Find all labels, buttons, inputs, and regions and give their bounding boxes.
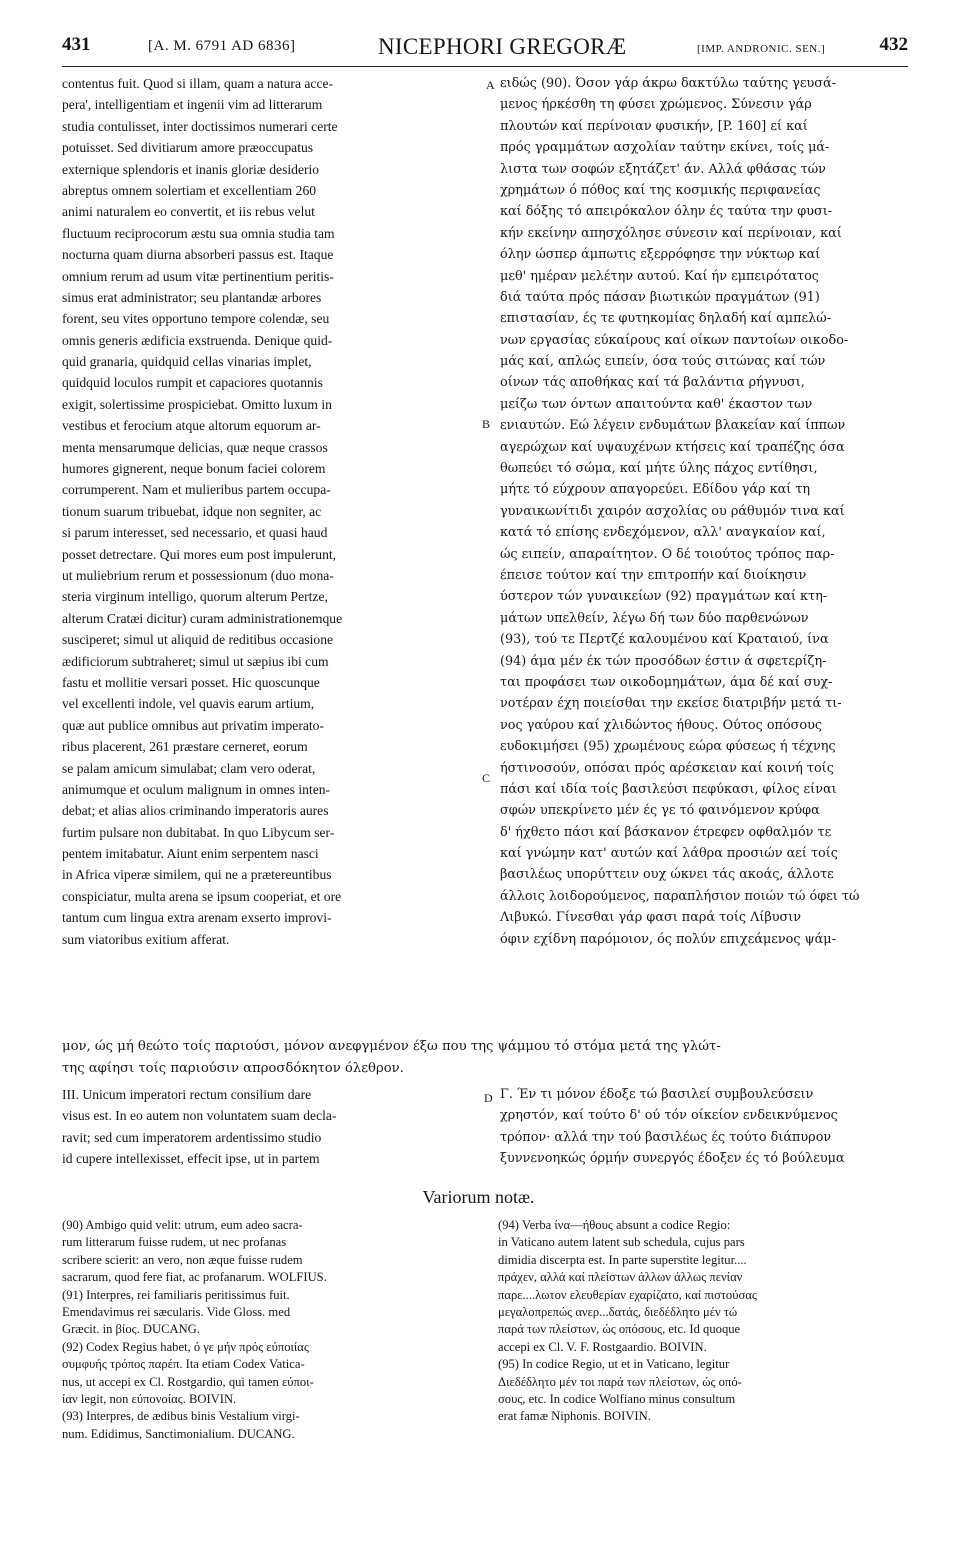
text-line: πλουτών καί περίνοιαν φυσικήν, [P. 160] εί καί — [500, 118, 808, 134]
text-line: τρόπον· αλλά την τού βασιλέως ές τούτο διάπυρον — [500, 1129, 832, 1145]
text-line: quæ aut publice omnibus aut privatim imperato- — [62, 717, 325, 733]
text-line: ενιαυτών. Εώ λέγειν ενδυμάτων βλακείαν καί ίππων — [500, 418, 846, 434]
text-line: pentem imitabatur. Aiunt enim serpentem nasci — [62, 846, 319, 862]
note-line: sacrarum, quod fere fiat, ac profanarum. WOLFIUS. — [62, 1270, 327, 1285]
text-line: χρημάτων ό πόθος καί της κοσμικής περιφανείας — [500, 182, 821, 198]
note-line: (95) In codice Regio, ut et in Vaticano, legitur — [498, 1357, 730, 1372]
text-line: θωπεύει τό σώμα, καί μήτε ύλης πάχος εντίθησι, — [500, 461, 818, 477]
text-line: ώς ειπείν, απαραίτητον. Ο δέ τοιούτος τρόπος παρ- — [500, 546, 835, 562]
text-line: ξυννενοηκώς όρμήν συνεργός έδοξεν ές τό βούλευμα — [500, 1151, 845, 1167]
text-line: externique splendoris et inanis gloriæ desiderio — [62, 161, 320, 177]
text-line: ribus placerent, 261 præstare cerneret, eorum — [62, 739, 308, 755]
text-line: se palam amicum simulabat; clam vero oderat, — [62, 760, 316, 776]
text-line: abreptus omnem solertiam et excellentiam 260 — [62, 182, 317, 198]
text-line: Γ. Έν τι μόνον έδοξε τώ βασιλεί συμβουλεύσειν — [500, 1087, 814, 1102]
text-line: ædificiorum subtraheret; simul ut sæpius ibi cum — [62, 653, 329, 669]
text-line: σφών υπεκρίνετο μέν ές γε τό φαινόμενον κρύφα — [500, 803, 820, 819]
text-line: pera', intelligentiam et ingenii vim ad litterarum — [62, 97, 323, 113]
text-line: μείζω των όντων απαιτούντα καθ' έκαστον των — [500, 396, 813, 412]
text-line: βασιλέως υπορύττειν ουχ ώκνει τάς ακοάς, άλλοτε — [500, 867, 834, 883]
notes-left-column — [62, 1217, 480, 1443]
text-line: nocturna quam diurna absorberi passus est. Itaque — [62, 247, 334, 263]
note-line: ίαν legit, non εύπονοίας. BOIVIN. — [62, 1391, 237, 1406]
page-number-right: 432 — [879, 34, 908, 55]
text-line: visus est. In eo autem non voluntatem suam decla- — [62, 1108, 337, 1124]
note-line: rum litterarum fuisse rudem, ut nec profanas — [62, 1235, 287, 1250]
note-line: nus, ut accepi ex Cl. Rostgardio, qui tamen εύποι- — [62, 1374, 314, 1389]
text-line: (93), τού τε Περτζέ καλουμένου καί Κραταιού, ίνα — [500, 632, 829, 648]
text-line: fluctuum reciprocorum æstu sua omnia studia tam — [62, 225, 335, 241]
margin-letter-b: B — [482, 417, 491, 431]
notes-heading: Variorum notæ. — [422, 1187, 535, 1207]
text-line: πάσι καί ιδία τοίς βασιλεύσι πεφύκασι, φίλος είναι — [500, 781, 837, 797]
text-line: quidquid loculos rumpit et capaciores quotannis — [62, 375, 323, 391]
text-line: μήτε τό εύχρουν απαγορεύει. Εδίδου γάρ καί τη — [500, 482, 811, 498]
text-line: animi naturalem eo convertit, et iis rebus velut — [62, 204, 315, 220]
text-line: susciperet; simul ut aliquid de reditibus occasione — [62, 632, 334, 648]
text-line: καί δόξης τό απειρόκαλον όλην ές ταύτα την φυσι- — [500, 204, 833, 220]
text-line: κήν εκείνην απησχόλησε σύνεσιν καί περίνοιαν, καί — [500, 225, 842, 241]
text-line: όλην ώσπερ άμπωτις εξερρόφησε την νύκτωρ καί — [500, 247, 821, 263]
text-line: ravit; sed cum imperatorem ardentissimo studio — [62, 1129, 322, 1145]
text-line: έπεισε τούτον καί την επιτροπήν καί διοίκησιν — [500, 567, 807, 583]
text-line: omnis generis ædificia exstruenda. Denique quid- — [62, 332, 333, 348]
text-line: humores gignerent, neque bonum faciei colorem — [62, 461, 326, 477]
page-title: NICEPHORI GREGORÆ — [378, 34, 627, 59]
text-line: ειδώς (90). Όσον γάρ άκρω δακτύλω ταύτης γευσά- — [500, 76, 837, 91]
margin-letter-c: C — [482, 771, 491, 785]
text-line: μάς καί, απλώς ειπείν, όσα τούς σιτώνας καί τών — [500, 354, 826, 370]
note-line: (93) Interpres, de ædibus binis Vestalium virgi- — [62, 1409, 300, 1424]
text-line: χρηστόν, καί τούτο δ' ού τόν οίκείον ενδεικνύμενος — [500, 1108, 838, 1124]
text-line: αγερώχων καί υψαυχένων κτήσεις καί τραπέζης όσα — [500, 439, 845, 455]
text-line: ύστερον τών γυναικείων (92) πραγμάτων καί κτη- — [500, 589, 828, 605]
text-line: potuisset. Sed divitiarum amore præoccupatus — [62, 140, 314, 156]
text-line: conspiciatur, multa arena se ipsum cooperiat, et ore — [62, 888, 342, 904]
text-line: (94) άμα μέν έκ τών προσόδων έστιν ά σφετερίζη- — [500, 653, 827, 669]
header-rule — [62, 66, 908, 67]
text-line: posset detrectare. Qui mores eum post impulerunt, — [62, 546, 337, 562]
latin-column — [62, 73, 474, 950]
text-line: quid granaria, quidquid cellas vinarias implet, — [62, 354, 312, 370]
text-line: ευδοκιμήσει (95) χρωμένους εώρα φύσεως ή τέχνης — [500, 739, 836, 755]
note-line: (94) Verba ίνα—ήθους absunt a codice Regio: — [498, 1218, 731, 1232]
text-line: menta mensarumque delicias, quæ neque crassos — [62, 439, 328, 455]
note-line: scribere scierit: an vero, non æque fuisse rudem — [62, 1252, 303, 1267]
text-line: καί γνώμην κατ' αυτών καί λάθρα προσιών αεί τοίς — [500, 846, 838, 862]
note-line: in Vaticano autem latent sub schedula, cujus pars — [498, 1235, 745, 1250]
text-line: in Africa viperæ similem, qui ne a prætereuntibus — [62, 867, 332, 883]
text-line: tionum suarum tribuebat, idque non segniter, ac — [62, 503, 322, 519]
text-line: γυναικωνίτιδι χαιρόν ασχολίας ου ράθυμόν τινα καί — [500, 503, 845, 519]
text-line: όφιν εχίδνη παρόμοιον, ός πολύν επιχεάμενος ψάμ- — [500, 931, 836, 947]
greek-column — [500, 73, 910, 950]
text-line: ut muliebrium rerum et possessionum (duo mona- — [62, 567, 334, 583]
note-line: παρε....λωτον ελευθερίαν εχαρίζατο, καί πιστούσας — [498, 1287, 757, 1302]
text-line: κατά τό επίσης ενδεχόμενον, αλλ' αναγκαίον καί, — [500, 525, 826, 541]
text-line: fastu et mollitie versari posset. Hic quoscunque — [62, 674, 320, 690]
notes-right-column — [498, 1217, 910, 1426]
note-line: Διεδέδλητο μέν τοι παρά των πλείστων, ώς οπό- — [498, 1374, 742, 1389]
note-line: συμφυής τρόπος παρέπ. Ita etiam Codex Vatica- — [62, 1357, 305, 1372]
text-line: corrumperent. Nam et mulieribus partem occupa- — [62, 482, 331, 498]
text-line: πρός γραμμάτων ασχολίαν ταύτην εκίνει, τοίς μά- — [500, 140, 830, 156]
text-line: ται προφάσει των οικοδομημάτων, άμα δέ καί συχ- — [500, 674, 833, 690]
section-ref-right: [IMP. ANDRONIC. SEN.] — [697, 43, 826, 55]
text-line: οίνων τάς αποθήκας καί τά βαλάντια ρήγνυσι, — [500, 375, 805, 391]
note-line: (90) Ambigo quid velit: utrum, eum adeo sacra- — [62, 1218, 303, 1232]
running-header — [62, 34, 908, 64]
text-line: si parum interesset, sed necessario, et quasi haud — [62, 525, 328, 541]
text-line: id cupere intellexisset, effecit ipse, ut in partem — [62, 1151, 320, 1167]
greek-column-continued — [500, 1084, 910, 1170]
text-line: ήστινοσούν, οπόσαι πρός αρέσκειαν καί κοινή τοίς — [500, 760, 834, 776]
text-line: studia contulisset, inter doctissimos numerari certe — [62, 118, 338, 134]
text-line: steria virginum intelligo, quorum alterum Pertze, — [62, 589, 328, 605]
note-line: num. Edidimus, Sanctimonialium. DUCANG. — [62, 1426, 295, 1441]
text-line: vel excellenti indole, vel quavis earum artium, — [62, 696, 315, 712]
text-line: furtim pulsare non dubitabat. In quo Libycum ser- — [62, 824, 335, 840]
note-line: Emendavimus rei sæcularis. Vide Gloss. med — [62, 1304, 291, 1319]
text-line: contentus fuit. Quod si illam, quam a natura acce- — [62, 76, 334, 91]
text-line: δ' ήχθετο πάσι καί βάσκανον έτρεφεν οφθαλμόν τε — [500, 824, 832, 840]
text-line: animumque et oculum malignum in omnes inten- — [62, 781, 331, 797]
text-line: tantum cum lingua extra arenam exserto improvi- — [62, 910, 332, 926]
text-line: νοτέραν έχη ποιείσθαι την εκείσε διατριβήν μετά τι- — [500, 696, 842, 712]
text-line: omnium rerum ad usum vitæ pertinentium peritis- — [62, 268, 334, 284]
margin-letter-d: D — [484, 1091, 493, 1105]
note-line: dimidia discerpta est. In parte superstite legitur.... — [498, 1252, 747, 1267]
text-line: III. Unicum imperatori rectum consilium dare — [62, 1087, 312, 1102]
note-line: (91) Interpres, rei familiaris peritissimus fuit. — [62, 1287, 290, 1302]
text-line: μάτων υπελθείν, λέγω δή των δύο παρθενώνων — [500, 610, 809, 626]
note-line: πράχεν, αλλά καί πλείστων άλλων άλλως πενίαν — [498, 1270, 743, 1285]
text-line: διά ταύτα πρός πάσαν βιωτικών πραγμάτων (91) — [500, 289, 820, 305]
note-line: (92) Codex Regius habet, ό γε μήν πρός εύποιίας — [62, 1339, 309, 1354]
note-line: μεγαλοπρεπώς ανερ...δατάς, διεδέδλητο μέν τώ — [498, 1304, 738, 1319]
text-line: sum viatoribus exitium afferat. — [62, 931, 230, 947]
note-line: Græcit. in βίος. DUCANG. — [62, 1322, 200, 1337]
text-line: νος γαύρου καί χλιδώντος ήθους. Ούτος οπόσους — [500, 717, 823, 733]
text-line: debat; et alias alios criminando imperatoris aures — [62, 803, 329, 819]
text-line: άλλοις λοιδορούμενος, παραπλήσιον ποιών τώ όφει τώ — [500, 888, 860, 904]
text-line: vestibus et ferocium atque altorum equorum ar- — [62, 418, 321, 434]
text-line: simus erat administrator; seu plantandæ arbores — [62, 289, 322, 305]
note-line: accepi ex Cl. V. F. Rostgaardio. BOIVIN. — [498, 1339, 707, 1354]
margin-letter-a: A — [486, 78, 495, 92]
spanning-line: της αφίησι τοίς παριούσιν απροσδόκητον όλεθρον. — [62, 1061, 404, 1076]
page-number-left: 431 — [62, 34, 91, 55]
text-line: alterum Cratæi dicitur) curam administrationemque — [62, 610, 343, 626]
text-line: νων εργασίας εύκαίρους καί οίκων παντοίων οικοδο- — [500, 332, 849, 348]
latin-column-continued — [62, 1084, 474, 1170]
section-ref-left: [A. M. 6791 AD 6836] — [148, 38, 296, 54]
text-line: λιστα των σοφών εξητάζετ' άν. Αλλά φθάσας τών — [500, 161, 826, 177]
text-line: μενος ήρκέσθη τη φύσει χρώμενος. Σύνεσιν γάρ — [500, 97, 812, 113]
spanning-line: μον, ώς μή θεώτο τοίς παριούσι, μόνον ανεφγμένον έξω που της ψάμμου τό στόμα μετά της γλώτ- — [62, 1039, 721, 1054]
text-line: επιστασίαν, ές τε φυτηκομίας δηλαδή καί αμπελώ- — [500, 311, 832, 327]
text-line: μεθ' ημέραν μελέτην αυτού. Καί ήν εμπειρότατος — [500, 268, 819, 284]
note-line: erat famæ Niphonis. BOIVIN. — [498, 1409, 651, 1424]
text-line: exigit, solertissime prospiciebat. Omitto luxum in — [62, 396, 332, 412]
note-line: σους, etc. In codice Wolfiano minus consultum — [498, 1391, 736, 1406]
text-line: Λιβυκώ. Γίνεσθαι γάρ φασι παρά τοίς Λίβυσιν — [500, 910, 802, 926]
text-line: forent, seu vites opportuno tempore colendæ, seu — [62, 311, 330, 327]
note-line: παρά των πλείστων, ώς οπόσους, etc. Id quoque — [498, 1322, 741, 1337]
